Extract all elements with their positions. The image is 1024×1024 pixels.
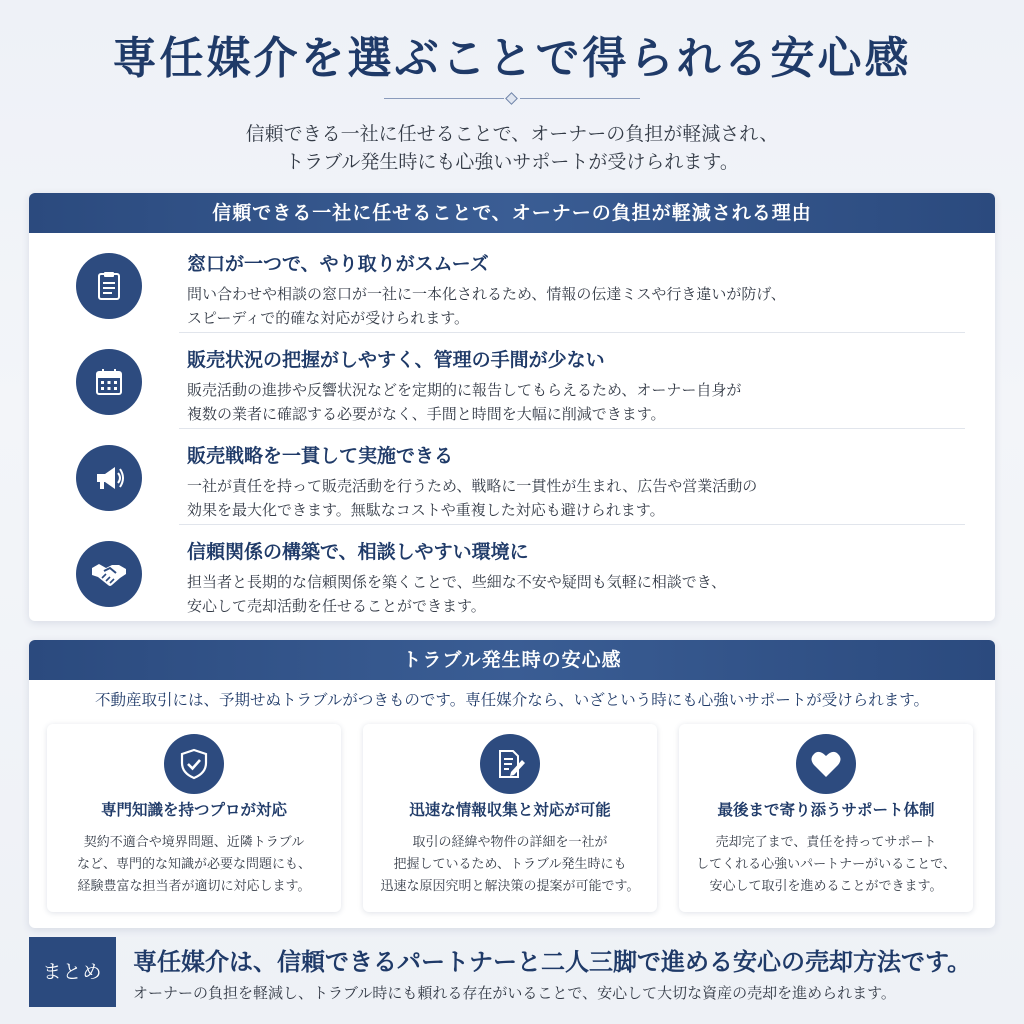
reason-title: 販売戦略を一貫して実施できる [187,445,454,467]
card-line: 安心して取引を進めることができます。 [709,879,943,894]
card-description [363,832,657,898]
reason-line: 担当者と長期的な信頼関係を築くことで、些細な不安や疑問も気軽に相談でき、 [187,573,727,591]
reason-line: スピーディで的確な対応が受けられます。 [187,309,470,327]
reason-title: 販売状況の把握がしやすく、管理の手間が少ない [187,349,605,371]
reason-line: 効果を最大化できます。無駄なコストや重複した対応も避けられます。 [187,501,665,519]
card-title: 専門知識を持つプロが対応 [100,801,287,819]
handshake-icon [76,541,142,607]
reason-description [187,474,967,522]
card-line: してくれる心強いパートナーがいることで、 [696,857,956,872]
card-line: 取引の経緯や物件の詳細を一社が [412,835,608,850]
card-description [47,832,341,898]
shield-check-icon [164,734,224,794]
support-card [679,724,973,912]
document-pen-icon [480,734,540,794]
summary-tag: まとめ [29,937,116,1007]
trouble-panel [29,640,995,928]
card-title: 迅速な情報収集と対応が可能 [409,801,611,819]
reason-title: 窓口が一つで、やり取りがスムーズ [187,253,489,275]
reason-item [29,525,995,621]
reason-line: 安心して売却活動を任せることができます。 [187,597,486,615]
reason-item [29,429,995,525]
reasons-heading: 信頼できる一社に任せることで、オーナーの負担が軽減される理由 [29,193,995,233]
card-line: など、専門的な知識が必要な問題にも、 [76,857,311,872]
trouble-heading: トラブル発生時の安心感 [29,640,995,680]
support-card [47,724,341,912]
card-line: 売却完了まで、責任を持ってサポート [715,835,937,850]
trouble-lead: 不動産取引には、予期せぬトラブルがつきものです。専任媒介なら、いざという時にも心強いサポートが受けられます。 [95,691,929,709]
reason-description [187,378,967,426]
reason-item [29,333,995,429]
intro-line-1: 信頼できる一社に任せることで、オーナーの負担が軽減され、 [245,123,779,145]
reason-title: 信頼関係の構築で、相談しやすい環境に [187,541,529,563]
reason-line: 問い合わせや相談の窓口が一社に一本化されるため、情報の伝達ミスや行き違いが防げ、 [187,285,786,303]
reason-line: 複数の業者に確認する必要がなく、手間と時間を大幅に削減できます。 [187,405,666,423]
calendar-icon [76,349,142,415]
diamond-ornament-icon [505,92,518,105]
intro-text [0,120,1024,176]
card-line: 経験豊富な担当者が適切に対応します。 [77,879,311,894]
reasons-panel [29,193,995,621]
support-card [363,724,657,912]
page-title: 専任媒介を選ぶことで得られる安心感 [112,33,912,84]
reason-line: 一社が責任を持って販売活動を行うため、戦略に一貫性が生まれ、広告や営業活動の [187,477,758,495]
card-line: 把握しているため、トラブル発生時にも [393,857,627,872]
reason-item [29,237,995,333]
card-title: 最後まで寄り添うサポート体制 [717,801,935,819]
summary-subtext: オーナーの負担を軽減し、トラブル時にも頼れる存在がいることで、安心して大切な資産の売却を進められます。 [133,984,896,1002]
title-divider [384,92,640,106]
clipboard-icon [76,253,142,319]
heart-icon [796,734,856,794]
card-line: 迅速な原因究明と解決策の提案が可能です。 [380,879,640,894]
card-description [679,832,973,898]
megaphone-icon [76,445,142,511]
reason-description [187,282,967,330]
reason-line: 販売活動の進捗や反響状況などを定期的に報告してもらえるため、オーナー自身が [187,381,742,399]
intro-line-2: トラブル発生時にも心強いサポートが受けられます。 [285,151,739,173]
card-line: 契約不適合や境界問題、近隣トラブル [83,835,305,850]
reason-description [187,570,967,618]
summary-headline: 専任媒介は、信頼できるパートナーと二人三脚で進める安心の売却方法です。 [133,947,972,976]
